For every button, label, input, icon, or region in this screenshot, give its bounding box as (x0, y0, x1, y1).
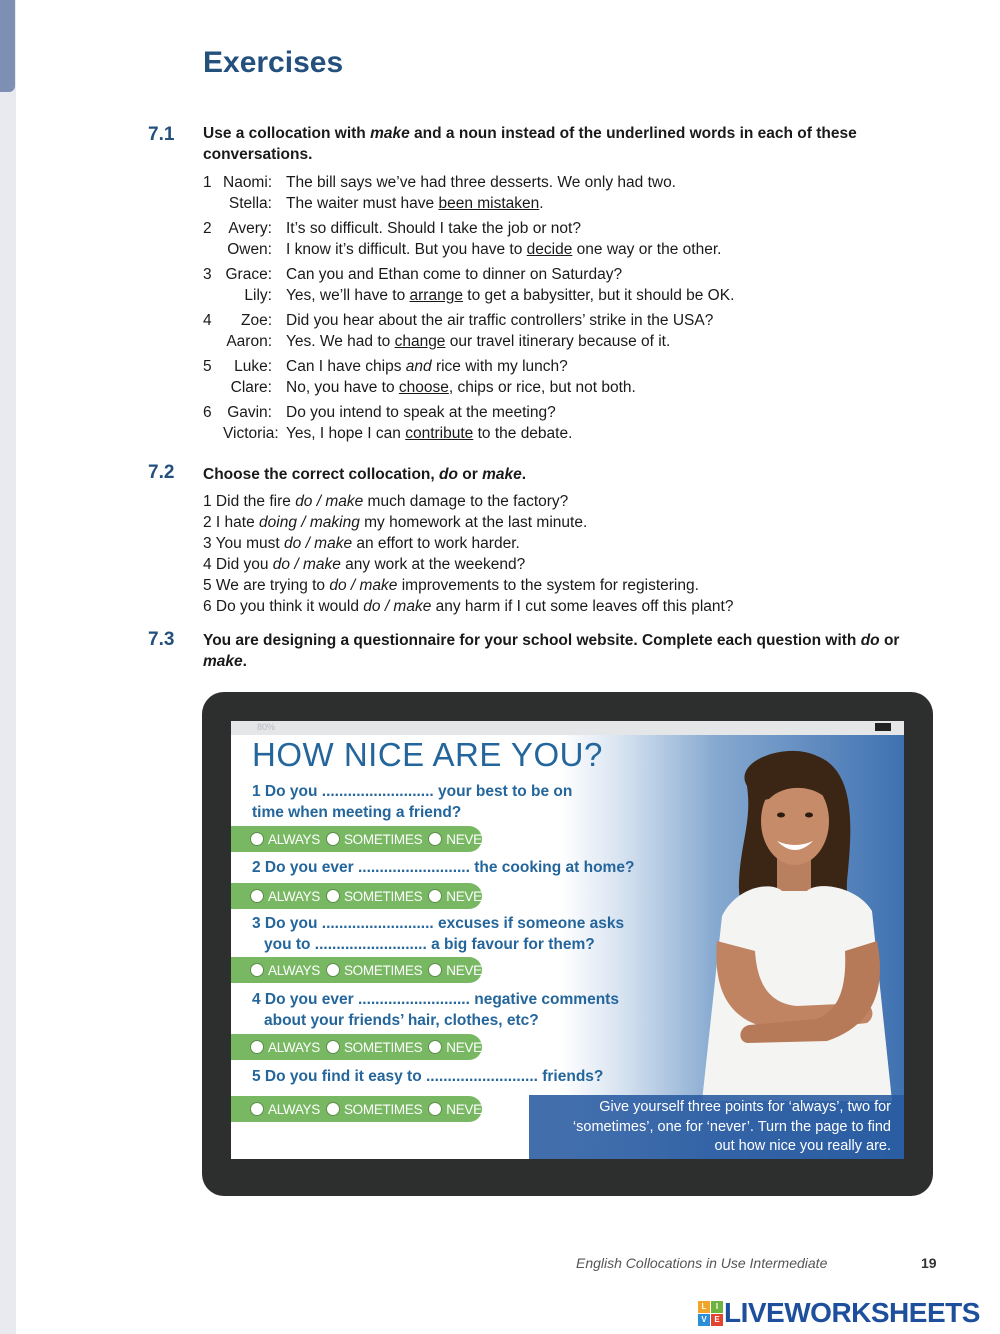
dialogue-item (203, 264, 843, 306)
item-number: 1 (203, 174, 212, 191)
dialogue-item (203, 172, 843, 214)
quiz-question-4: 4 Do you ever .......................... negative comments about your friends’ hair, clothes, etc? (252, 991, 619, 1029)
quiz-question-1: 1 Do you .......................... your best to be on time when meeting a friend? (252, 783, 573, 821)
exercise-instruction-7-2: Choose the correct collocation, do or make. (203, 466, 527, 483)
item-number: 4 (203, 312, 212, 329)
underlined-phrase: arrange (409, 287, 463, 304)
dialogue-line (203, 356, 843, 377)
speaker-name: Gavin: (227, 404, 272, 421)
dialogue-text: Did you hear about the air traffic controllers’ strike in the USA? (286, 312, 714, 329)
exercise-7-1-dialogues (203, 172, 843, 448)
liveworksheets-wordmark: LIVEWORKSHEETS (724, 1297, 980, 1328)
radio-button[interactable] (250, 1040, 264, 1054)
answer-options-1 (231, 826, 492, 852)
exercise-instruction-7-3: You are designing a questionnaire for your school website. Complete each question with do or make. (203, 632, 900, 670)
dialogue-text: Yes, we’ll have to arrange to get a babysitter, but it should be OK. (286, 287, 735, 304)
list-item: 6 Do you think it would do / make any harm if I cut some leaves off this plant? (203, 598, 734, 615)
dialogue-text: I know it’s difficult. But you have to decide one way or the other. (286, 241, 722, 258)
speaker-name: Lily: (244, 287, 272, 304)
list-item: 1 Did the fire do / make much damage to the factory? (203, 493, 569, 510)
dialogue-line (203, 377, 843, 398)
dialogue-line (203, 239, 843, 260)
answer-options-4 (231, 1034, 492, 1060)
radio-button[interactable] (428, 963, 442, 977)
radio-button[interactable] (428, 832, 442, 846)
dialogue-line (203, 423, 843, 444)
item-number: 3 (203, 266, 212, 283)
smiling-woman-photo (677, 741, 902, 1101)
liveworksheets-icon: L I V E (698, 1301, 723, 1326)
item-number (203, 331, 223, 352)
status-bar (231, 721, 904, 735)
choice-option[interactable]: doing / making (259, 514, 360, 531)
choice-option[interactable]: do / make (272, 556, 341, 573)
option-sometimes[interactable]: SOMETIMES (326, 1040, 422, 1055)
speaker-name: Grace: (225, 266, 272, 283)
liveworksheets-logo[interactable] (698, 1297, 980, 1329)
dialogue-text: Do you intend to speak at the meeting? (286, 404, 556, 421)
dialogue-line (203, 193, 843, 214)
underlined-phrase: change (394, 333, 446, 350)
item-number: 5 (203, 358, 212, 375)
speaker-name: Naomi: (223, 174, 273, 191)
answer-options-3 (231, 957, 492, 983)
tablet-screen (231, 721, 904, 1159)
dialogue-text: Yes. We had to change our travel itinerary because of it. (286, 333, 671, 350)
option-always[interactable]: ALWAYS (250, 1040, 320, 1055)
dialogue-text: It’s so difficult. Should I take the job or not? (286, 220, 581, 237)
option-never[interactable]: NEVER (428, 1102, 491, 1117)
option-never[interactable]: NEVER (428, 963, 491, 978)
radio-button[interactable] (250, 1102, 264, 1116)
choice-option[interactable]: do / make (295, 493, 364, 510)
dialogue-line (203, 172, 843, 193)
answer-options-2 (231, 883, 492, 909)
dialogue-line (203, 264, 843, 285)
exercise-number-7-1: 7.1 (148, 124, 175, 145)
dialogue-item (203, 310, 843, 352)
quiz-title: HOW NICE ARE YOU? (252, 736, 603, 773)
exercise-7-2-list (203, 491, 733, 617)
speaker-name: Victoria: (223, 425, 279, 442)
answer-options-5 (231, 1096, 492, 1122)
dialogue-item (203, 402, 843, 444)
option-always[interactable]: ALWAYS (250, 889, 320, 904)
list-item: 4 Did you do / make any work at the weekend? (203, 556, 526, 573)
option-always[interactable]: ALWAYS (250, 832, 320, 847)
radio-button[interactable] (250, 963, 264, 977)
scoring-note: Give yourself three points for ‘always’, two for ‘sometimes’, one for ‘never’. Turn the page to find out how nice you really are. (529, 1095, 904, 1159)
option-sometimes[interactable]: SOMETIMES (326, 832, 422, 847)
quiz-question-2: 2 Do you ever .......................... the cooking at home? (252, 859, 635, 876)
speaker-name: Stella: (228, 195, 272, 212)
choice-option[interactable]: do / make (284, 535, 353, 552)
radio-button[interactable] (326, 1040, 340, 1054)
radio-button[interactable] (326, 1102, 340, 1116)
option-sometimes[interactable]: SOMETIMES (326, 963, 422, 978)
page-title: Exercises (203, 46, 344, 79)
page-edge (0, 0, 16, 1334)
speaker-name: Avery: (228, 220, 272, 237)
item-number (203, 423, 223, 444)
dialogue-text: Can I have chips and rice with my lunch? (286, 358, 568, 375)
list-item: 3 You must do / make an effort to work harder. (203, 535, 520, 552)
list-item: 2 I hate doing / making my homework at the last minute. (203, 514, 588, 531)
dialogue-text: The waiter must have been mistaken. (286, 195, 544, 212)
choice-option[interactable]: do / make (329, 577, 398, 594)
item-number: 6 (203, 404, 212, 421)
speaker-name: Clare: (230, 379, 272, 396)
dialogue-item (203, 218, 843, 260)
radio-button[interactable] (250, 832, 264, 846)
option-sometimes[interactable]: SOMETIMES (326, 1102, 422, 1117)
option-never[interactable]: NEVER (428, 889, 491, 904)
radio-button[interactable] (250, 889, 264, 903)
item-number (203, 377, 223, 398)
speaker-name: Aaron: (226, 333, 272, 350)
option-never[interactable]: NEVER (428, 1040, 491, 1055)
book-title: English Collocations in Use Intermediate (576, 1255, 828, 1271)
radio-button[interactable] (428, 1102, 442, 1116)
underlined-phrase: decide (526, 241, 573, 258)
underlined-phrase: been mistaken (438, 195, 540, 212)
item-number (203, 239, 223, 260)
speaker-name: Luke: (234, 358, 272, 375)
radio-button[interactable] (428, 1040, 442, 1054)
exercise-number-7-3: 7.3 (148, 629, 175, 650)
dialogue-text: Can you and Ethan come to dinner on Saturday? (286, 266, 623, 283)
battery-icon (875, 723, 891, 731)
dialogue-text: The bill says we’ve had three desserts. We only had two. (286, 174, 676, 191)
dialogue-line (203, 331, 843, 352)
option-always[interactable]: ALWAYS (250, 963, 320, 978)
underlined-phrase: contribute (405, 425, 474, 442)
quiz-question-3: 3 Do you .......................... excuses if someone asks you to .......................... a big favour for them? (252, 915, 625, 953)
option-sometimes[interactable]: SOMETIMES (326, 889, 422, 904)
zoom-level: 80% (257, 722, 276, 732)
page-number: 19 (921, 1255, 937, 1271)
speaker-name: Zoe: (240, 312, 272, 329)
dialogue-item (203, 356, 843, 398)
option-always[interactable]: ALWAYS (250, 1102, 320, 1117)
quiz-question-5: 5 Do you find it easy to .......................... friends? (252, 1068, 604, 1085)
option-never[interactable]: NEVER (428, 832, 491, 847)
item-number (203, 193, 223, 214)
speaker-name: Owen: (227, 241, 272, 258)
radio-button[interactable] (326, 963, 340, 977)
dialogue-text: Yes, I hope I can contribute to the debate. (286, 425, 573, 442)
dialogue-line (203, 285, 843, 306)
choice-option[interactable]: do / make (363, 598, 432, 615)
radio-button[interactable] (326, 832, 340, 846)
exercise-number-7-2: 7.2 (148, 462, 175, 483)
item-number (203, 285, 223, 306)
underlined-phrase: choose (398, 379, 449, 396)
dialogue-text: No, you have to choose, chips or rice, but not both. (286, 379, 636, 396)
dialogue-line (203, 218, 843, 239)
dialogue-line (203, 402, 843, 423)
radio-button[interactable] (326, 889, 340, 903)
page-tab (0, 0, 15, 92)
list-item: 5 We are trying to do / make improvements to the system for registering. (203, 577, 699, 594)
exercise-instruction-7-1: Use a collocation with make and a noun instead of the underlined words in each of these conversations. (203, 125, 857, 163)
radio-button[interactable] (428, 889, 442, 903)
dialogue-line (203, 310, 843, 331)
item-number: 2 (203, 220, 212, 237)
